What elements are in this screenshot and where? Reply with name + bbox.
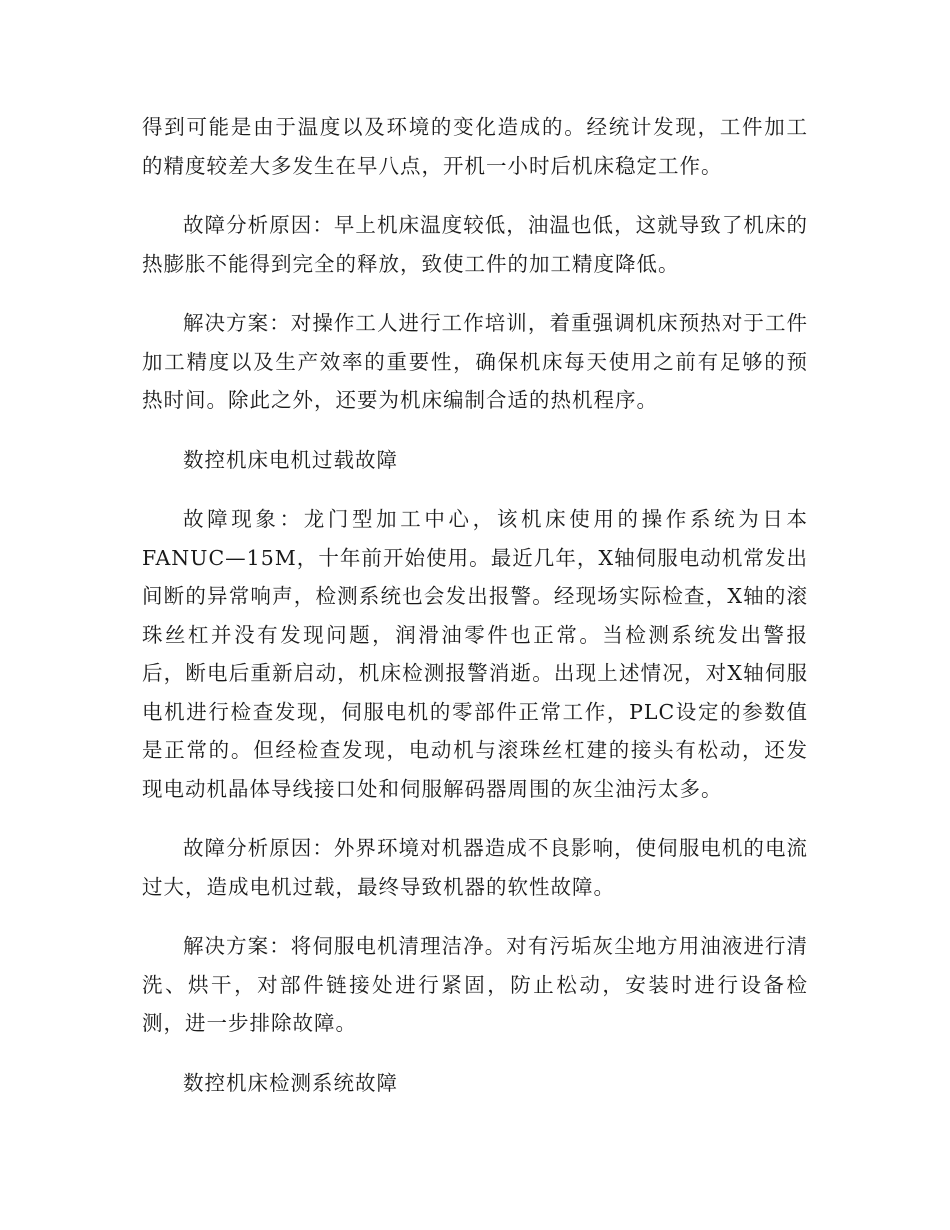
paragraph-continued-cause: 得到可能是由于温度以及环境的变化造成的。经统计发现，工件加工的精度较差大多发生在早八点，开机一小时后机床稳定工作。 (142, 115, 808, 178)
paragraph-fault-cause-analysis: 故障分析原因：早上机床温度较低，油温也低，这就导致了机床的热膨胀不能得到完全的释放，致使工件的加工精度降低。 (142, 213, 808, 276)
section-heading-motor-overload: 数控机床电机过载故障 (183, 447, 398, 472)
paragraph-solution: 解决方案：对操作工人进行工作培训，着重强调机床预热对于工件加工精度以及生产效率的重要性，确保机床每天使用之前有足够的预热时间。除此之外，还要为机床编制合适的热机程序。 (142, 311, 808, 412)
document-body (142, 108, 808, 1123)
paragraph-fault-phenomenon: 故障现象：龙门型加工中心，该机床使用的操作系统为日本FANUC—15M，十年前开始使用。最近几年，X轴伺服电动机常发出间断的异常响声，检测系统也会发出报警。经现场实际检查，X轴的滚珠丝杠并没有发现问题，润滑油零件也正常。当检测系统发出警报后，断电后重新启动，机床检测报警消逝。出现上述情况，对X轴伺服电机进行检查发现，伺服电机的零部件正常工作，PLC设定的参数值是正常的。但经检查发现，电动机与滚珠丝杠建的接头有松动，还发现电动机晶体导线接口处和伺服解码器周围的灰尘油污太多。 (142, 507, 808, 801)
paragraph-solution-2: 解决方案：将伺服电机清理洁净。对有污垢灰尘地方用油液进行清洗、烘干，对部件链接处进行紧固，防止松动，安装时进行设备检测，进一步排除故障。 (142, 934, 808, 1035)
section-heading-detection-system: 数控机床检测系统故障 (183, 1070, 398, 1095)
paragraph-fault-cause-analysis-2: 故障分析原因：外界环境对机器造成不良影响，使伺服电机的电流过大，造成电机过载，最终导致机器的软性故障。 (142, 836, 808, 899)
